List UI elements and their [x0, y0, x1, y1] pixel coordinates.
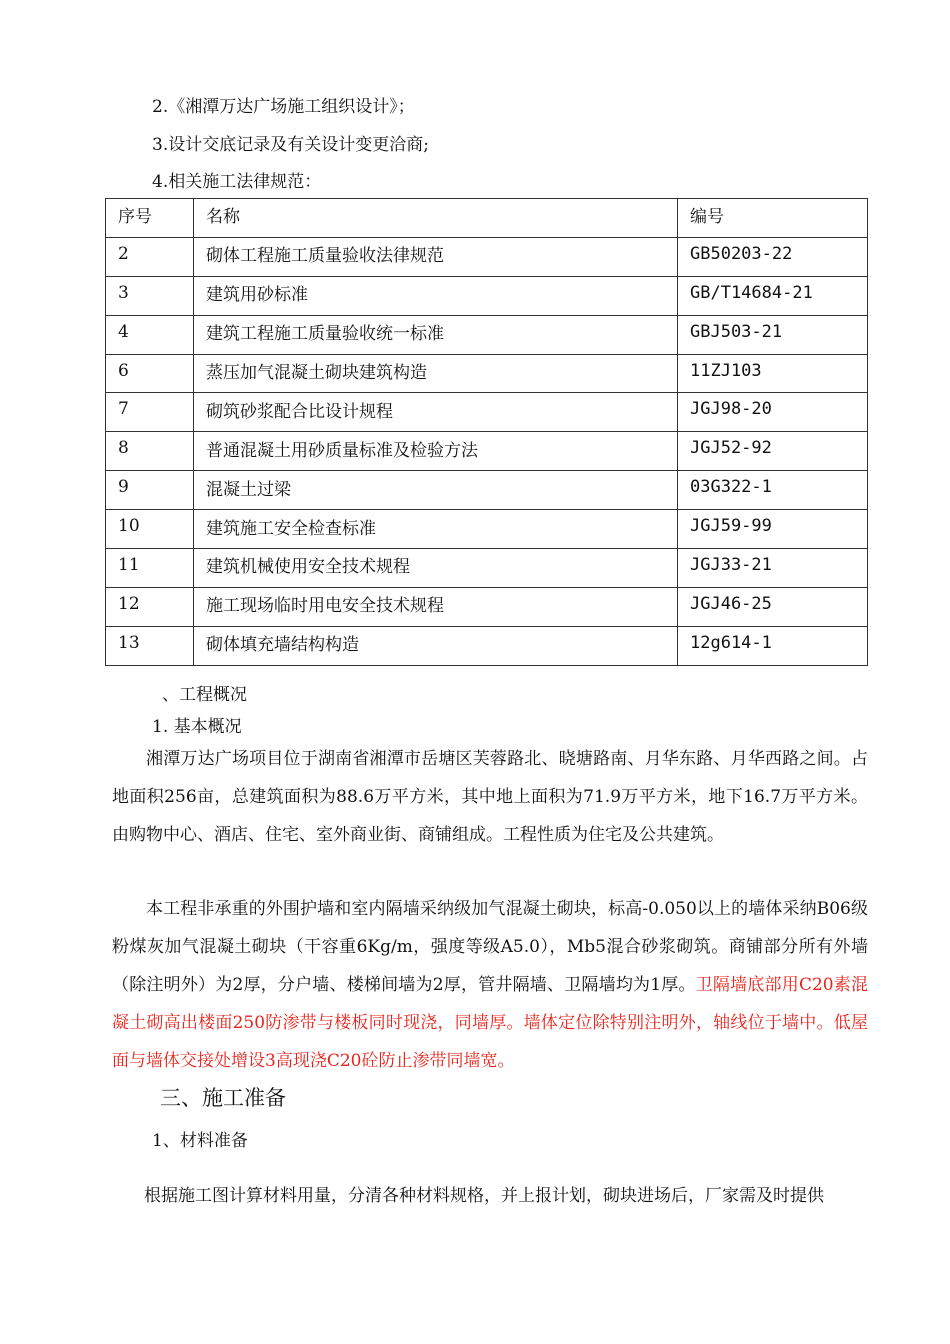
header-index: 序号 [106, 199, 194, 238]
table-row [106, 276, 868, 315]
cell-name: 砌筑砂浆配合比设计规程 [194, 393, 678, 432]
standards-table [105, 198, 868, 666]
table-row [106, 510, 868, 549]
cell-name: 建筑工程施工质量验收统一标准 [194, 315, 678, 354]
table-row [106, 549, 868, 588]
cell-code: JGJ33-21 [678, 549, 868, 588]
cell-name: 建筑用砂标准 [194, 276, 678, 315]
cell-code: GB50203-22 [678, 237, 868, 276]
table-row [106, 432, 868, 471]
cell-index: 6 [106, 354, 194, 393]
section-3-subtitle: 1、材料准备 [152, 1131, 248, 1151]
cell-name: 混凝土过梁 [194, 471, 678, 510]
cell-code: GBJ503-21 [678, 315, 868, 354]
cell-index: 11 [106, 549, 194, 588]
cell-index: 8 [106, 432, 194, 471]
cell-code: JGJ46-25 [678, 587, 868, 626]
cell-code: 12g614-1 [678, 626, 868, 665]
cell-name: 施工现场临时用电安全技术规程 [194, 587, 678, 626]
table-row [106, 471, 868, 510]
cell-name: 蒸压加气混凝土砌块建筑构造 [194, 354, 678, 393]
table-row [106, 315, 868, 354]
cell-code: GB/T14684-21 [678, 276, 868, 315]
cell-index: 2 [106, 237, 194, 276]
cell-index: 9 [106, 471, 194, 510]
table-row [106, 393, 868, 432]
cell-index: 10 [106, 510, 194, 549]
cell-name: 砌体工程施工质量验收法律规范 [194, 237, 678, 276]
wall-spec-text: 本工程非承重的外围护墙和室内隔墙采纳级加气混凝土砌块，标高-0.050以上的墙体采纳B06级粉煤灰加气混凝土砌块（干容重6Kg/m，强度等级A5.0），Mb5混合砂浆砌筑。商铺部分所有外墙（除注明外）为2厚，分户墙、楼梯间墙为2厚，管井隔墙、卫隔墙均为1厚。 [112, 899, 868, 995]
list-item-3: 3.设计交底记录及有关设计变更洽商; [152, 135, 429, 155]
cell-code: JGJ59-99 [678, 510, 868, 549]
table-row [106, 354, 868, 393]
cell-index: 13 [106, 626, 194, 665]
header-name: 名称 [194, 199, 678, 238]
material-prep-paragraph: 根据施工图计算材料用量，分清各种材料规格，并上报计划，砌块进场后，厂家需及时提供 [144, 1186, 824, 1206]
project-overview-paragraph: 湘潭万达广场项目位于湖南省湘潭市岳塘区芙蓉路北、晓塘路南、月华东路、月华西路之间。占地面积256亩，总建筑面积为88.6万平方米，其中地上面积为71.9万平方米，地下16.7万平方米。由购物中心、酒店、住宅、室外商业街、商铺组成。工程性质为住宅及公共建筑。 [112, 749, 868, 845]
cell-code: JGJ52-92 [678, 432, 868, 471]
section-2-subtitle: 1. 基本概况 [152, 717, 242, 737]
cell-index: 4 [106, 315, 194, 354]
wall-spec-highlight: 卫隔墙底部用C20素混凝土砌高出楼面250防渗带与楼板同时现浇，同墙厚。墙体定位除特别注明外，轴线位于墙中。低屋面与墙体交接处增设3高现浇C20砼防止渗带同墙宽。 [112, 975, 868, 1071]
section-3-title: 三、施工准备 [160, 1086, 286, 1110]
cell-index: 12 [106, 587, 194, 626]
table-header-row [106, 199, 868, 238]
header-code: 编号 [678, 199, 868, 238]
cell-name: 建筑机械使用安全技术规程 [194, 549, 678, 588]
cell-index: 3 [106, 276, 194, 315]
section-2-title: 、工程概况 [162, 685, 247, 705]
cell-name: 建筑施工安全检查标准 [194, 510, 678, 549]
list-item-2: 2.《湘潭万达广场施工组织设计》； [152, 97, 415, 117]
wall-spec-paragraph [112, 890, 868, 1080]
table-row [106, 587, 868, 626]
cell-code: 11ZJ103 [678, 354, 868, 393]
cell-index: 7 [106, 393, 194, 432]
cell-code: 03G322-1 [678, 471, 868, 510]
cell-name: 砌体填充墙结构构造 [194, 626, 678, 665]
cell-name: 普通混凝土用砂质量标准及检验方法 [194, 432, 678, 471]
table-row [106, 237, 868, 276]
cell-code: JGJ98-20 [678, 393, 868, 432]
table-row [106, 626, 868, 665]
list-item-4: 4.相关施工法律规范： [152, 172, 322, 192]
